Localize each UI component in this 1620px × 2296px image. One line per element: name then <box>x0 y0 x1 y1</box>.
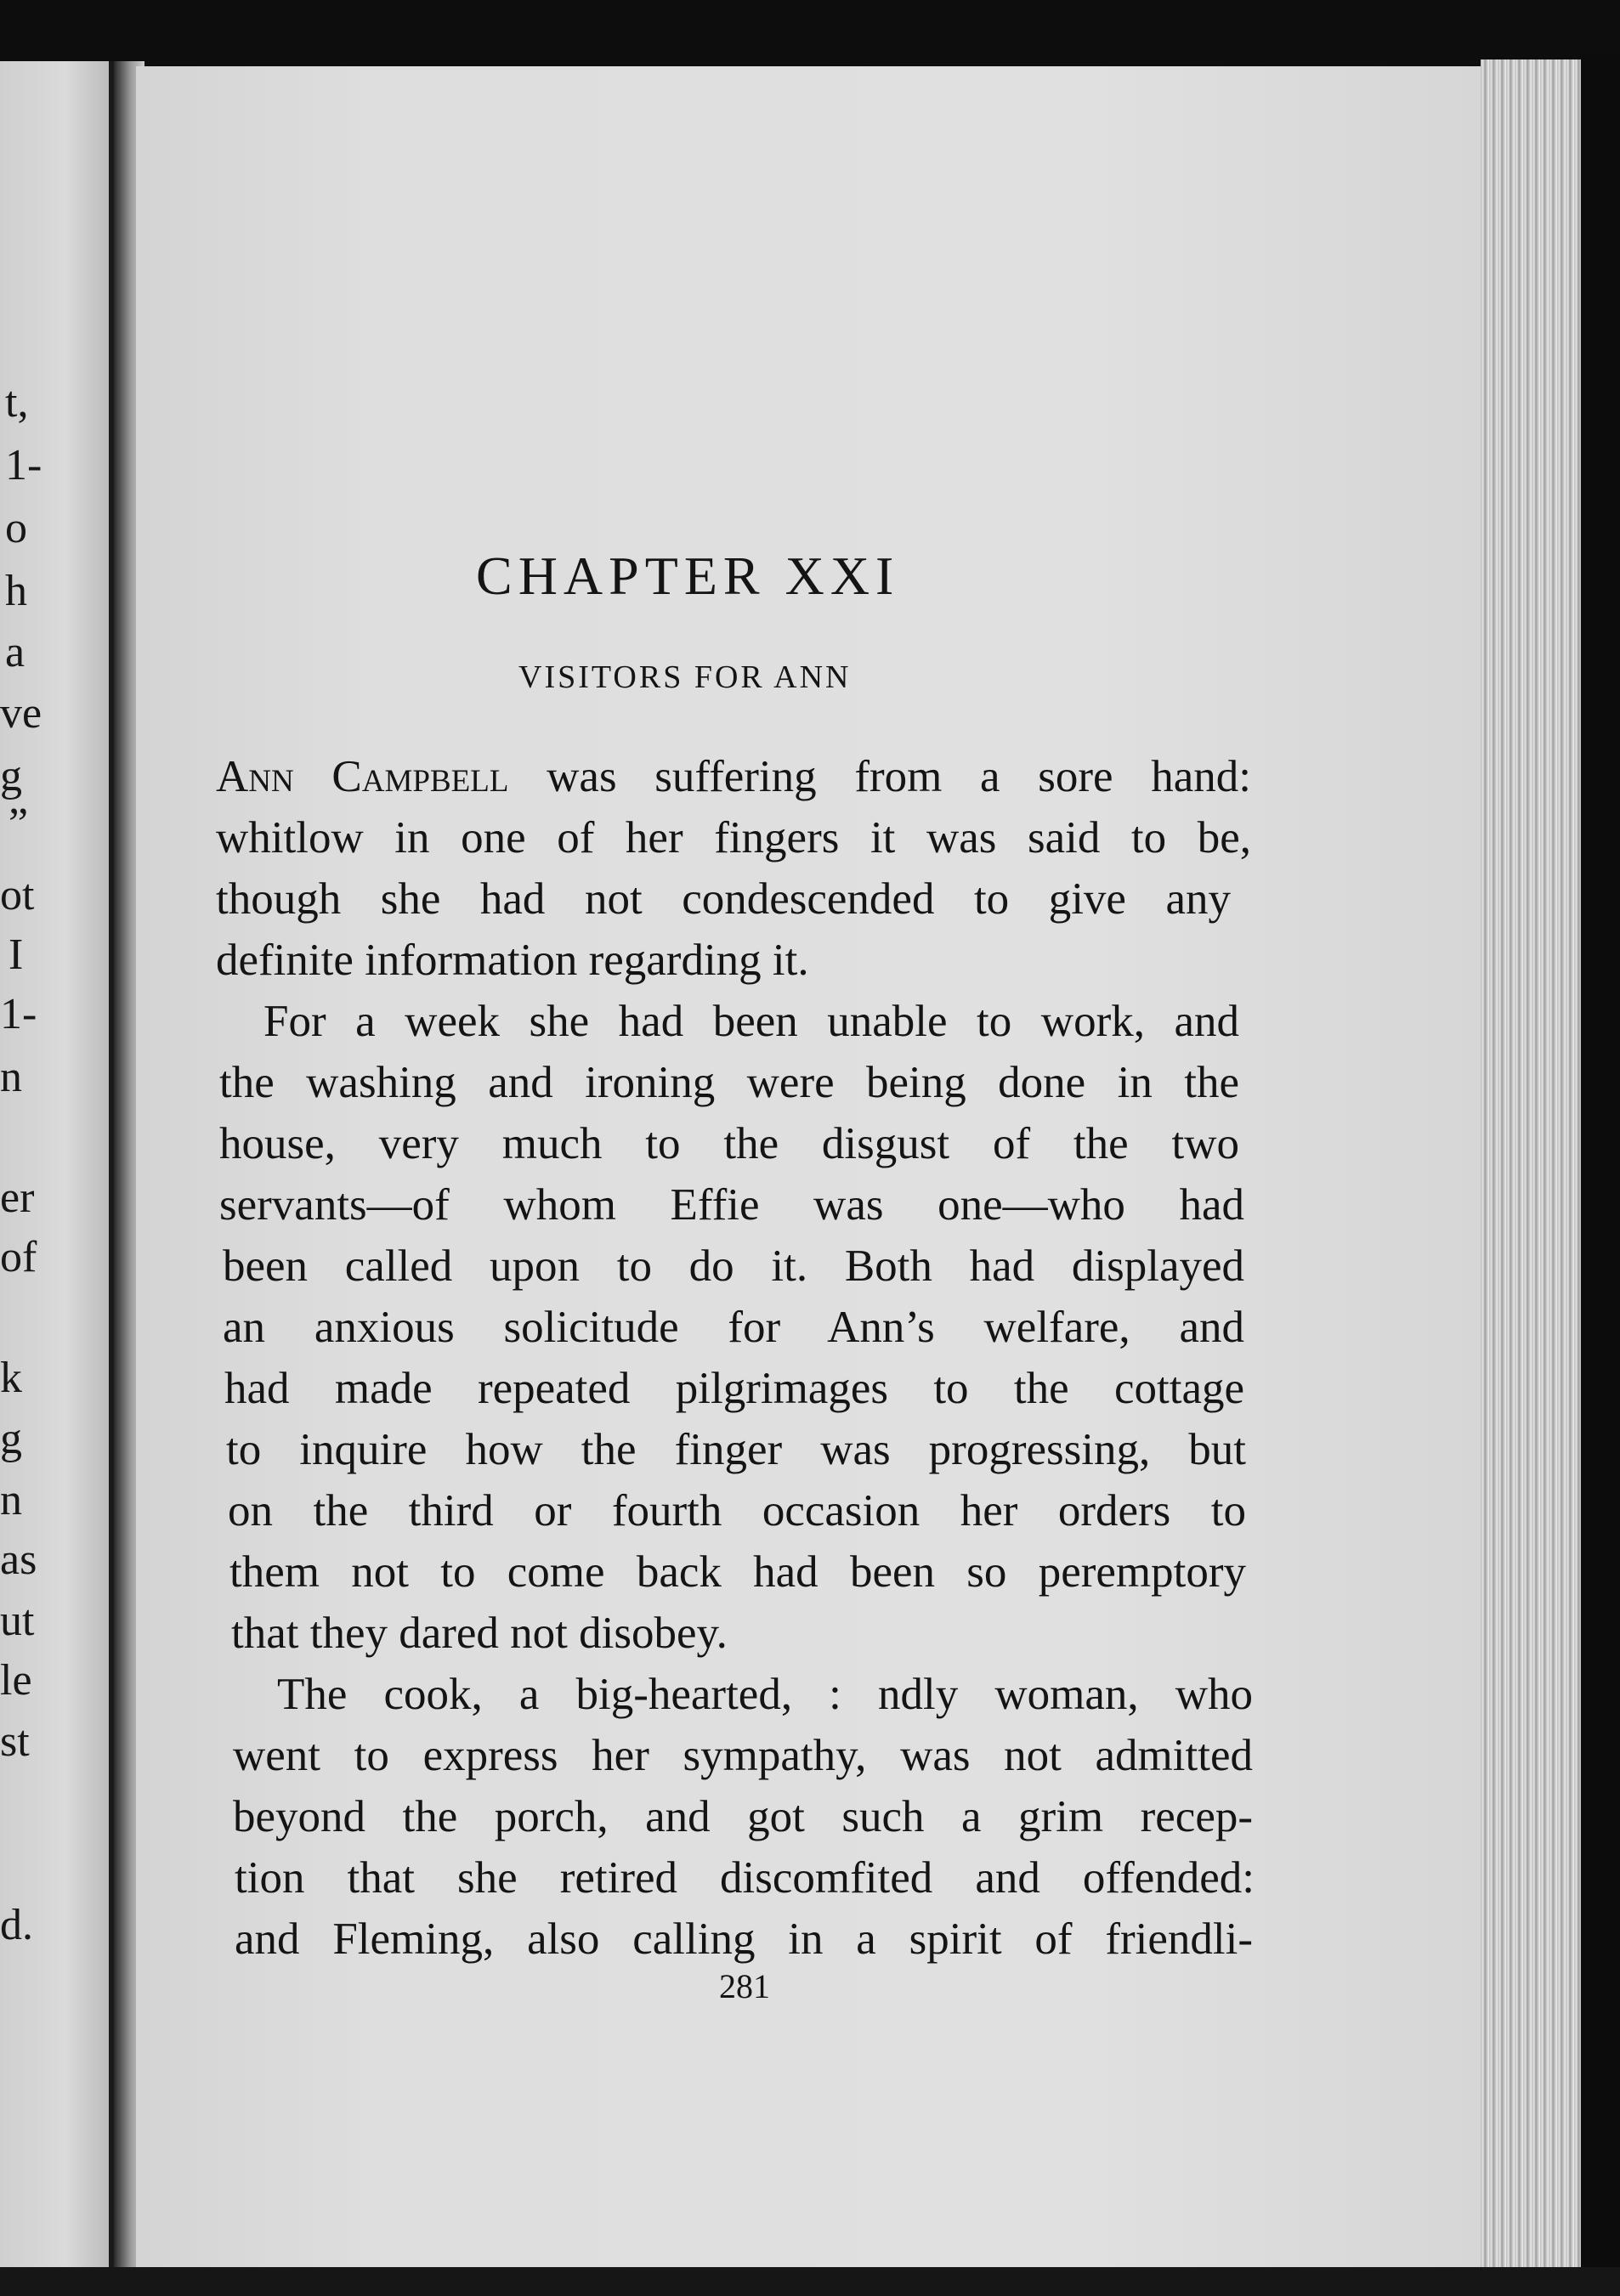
left-line-fragment: le <box>0 1656 32 1705</box>
page-block-edges <box>1481 59 1581 2296</box>
text-line: an anxious solicitude for Ann’s welfare, and <box>223 1303 1244 1352</box>
text-line: whitlow in one of her fingers it was said to be, <box>216 813 1251 862</box>
scan-top-border <box>0 0 1620 61</box>
scan-right-border <box>1581 54 1620 2296</box>
chapter-heading: CHAPTER XXI <box>476 546 900 606</box>
page-number: 281 <box>719 1967 770 2005</box>
text-line: servants—of whom Effie was one—who had <box>219 1180 1244 1230</box>
text-line-rest: was suffering from a sore hand: <box>508 752 1252 801</box>
text-line: the washing and ironing were being done in the <box>219 1058 1239 1107</box>
left-line-fragment: 1- <box>0 990 37 1038</box>
left-line-fragment: g <box>0 752 22 800</box>
left-line-fragment: o <box>5 504 27 552</box>
left-line-fragment: ve <box>0 689 42 738</box>
text-line: on the third or fourth occasion her orders to <box>228 1486 1246 1535</box>
left-line-fragment: I <box>8 930 24 979</box>
text-line: beyond the porch, and got such a grim recep- <box>233 1792 1253 1841</box>
left-line-fragment: h <box>5 567 27 615</box>
left-page-fragment <box>0 61 114 2296</box>
text-line <box>216 748 1251 806</box>
left-line-fragment: t, <box>5 378 29 427</box>
text-line: house, very much to the disgust of the two <box>219 1119 1239 1168</box>
text-line: to inquire how the finger was progressing, but <box>226 1425 1246 1474</box>
text-line: and Fleming, also calling in a spirit of friendli- <box>235 1914 1253 1964</box>
left-line-fragment: a <box>5 628 25 676</box>
left-line-fragment: ot <box>0 871 35 919</box>
text-line: definite information regarding it. <box>216 936 809 985</box>
text-line: been called upon to do it. Both had displayed <box>223 1241 1244 1291</box>
left-line-fragment: ut <box>0 1597 35 1645</box>
left-line-fragment: of <box>0 1233 37 1281</box>
left-line-fragment: ” <box>8 800 29 848</box>
left-line-fragment: n <box>0 1053 22 1101</box>
scan-bottom-border <box>0 2267 1620 2296</box>
text-line: tion that she retired discomfited and offended: <box>235 1853 1255 1903</box>
text-line: had made repeated pilgrimages to the cottage <box>224 1364 1244 1413</box>
text-line: The cook, a big-hearted, : ndly woman, who <box>277 1670 1253 1719</box>
left-line-fragment: d. <box>0 1901 33 1949</box>
text-line: that they dared not disobey. <box>231 1609 728 1658</box>
left-line-fragment: g <box>0 1415 22 1463</box>
left-line-fragment: er <box>0 1173 35 1222</box>
chapter-title: VISITORS FOR ANN <box>518 659 852 695</box>
left-line-fragment: as <box>0 1535 37 1584</box>
text-line: went to express her sympathy, was not admitted <box>233 1731 1253 1780</box>
text-line: For a week she had been unable to work, and <box>263 997 1239 1046</box>
left-line-fragment: st <box>0 1717 30 1766</box>
text-line: them not to come back had been so peremptory <box>229 1547 1246 1597</box>
lead-small-caps: Ann Campbell <box>216 752 509 801</box>
left-line-fragment: n <box>0 1476 22 1524</box>
left-line-fragment: 1- <box>5 441 42 489</box>
text-line: though she had not condescended to give any <box>216 874 1231 924</box>
left-line-fragment: k <box>0 1354 22 1402</box>
